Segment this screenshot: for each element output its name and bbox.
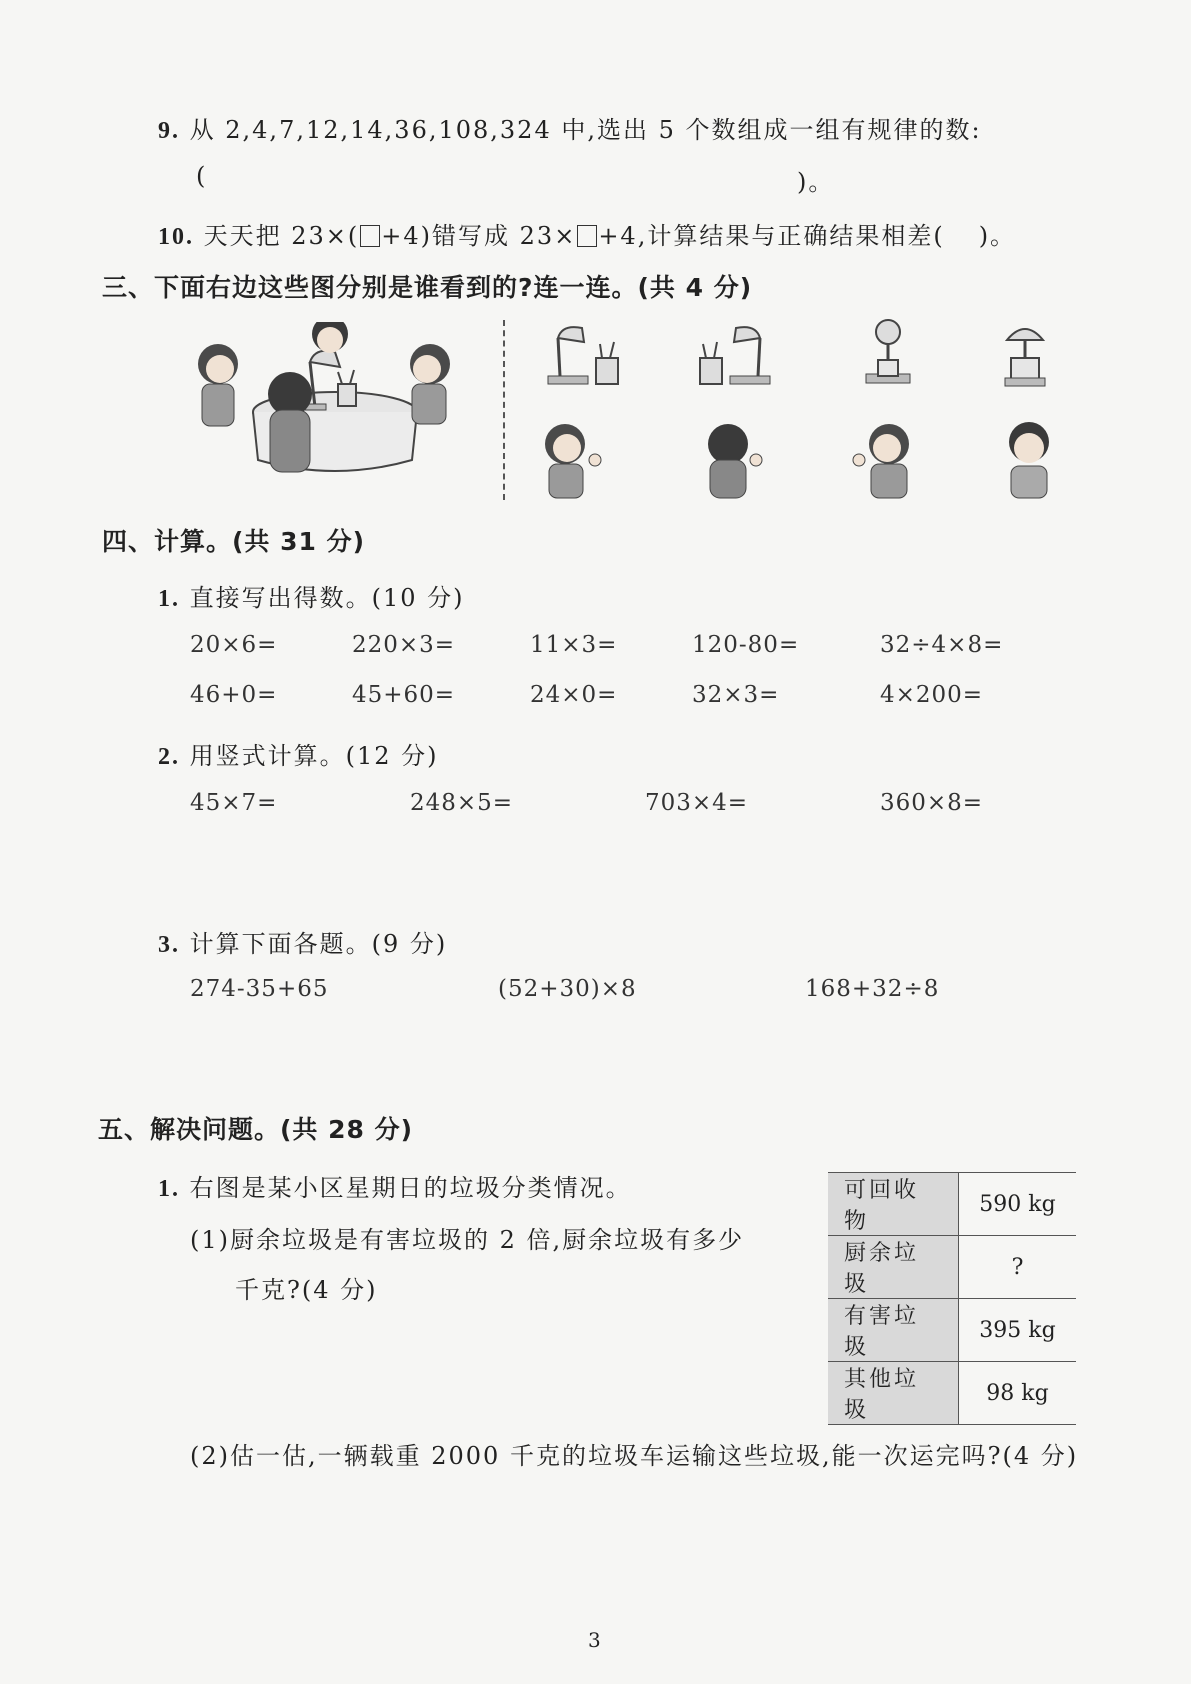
table-label: 有害垃圾: [828, 1299, 959, 1362]
table-value: 395 kg: [959, 1299, 1077, 1362]
problem-number: 1.: [158, 1176, 180, 1202]
answer-open-paren: (: [196, 162, 208, 190]
table-row: [828, 1362, 1076, 1425]
question-text-part: 天天把 23×(: [203, 222, 360, 250]
child-3-illustration: [845, 420, 925, 500]
answer-close-paren: )。: [797, 168, 835, 196]
table-label: 可回收物: [828, 1173, 959, 1236]
sub-question-1-line-2: 千克?(4 分): [235, 1276, 378, 1304]
question-text-part: )。: [978, 222, 1017, 250]
vertical-calc-item: 248×5=: [410, 790, 514, 816]
part-3-heading: [158, 924, 447, 959]
oral-calc-item: 4×200=: [880, 682, 984, 708]
table-row: [828, 1236, 1076, 1299]
question-text: 从 2,4,7,12,14,36,108,324 中,选出 5 个数组成一组有规律的数:: [189, 116, 982, 144]
table-value: 590 kg: [959, 1173, 1077, 1236]
oral-calc-item: 220×3=: [352, 632, 456, 658]
table-label: 其他垃圾: [828, 1362, 959, 1425]
part-title: 直接写出得数。(10 分): [189, 584, 465, 612]
part-number: 2.: [158, 744, 180, 770]
waste-table: [828, 1172, 1076, 1425]
part-number: 3.: [158, 932, 180, 958]
oral-calc-item: 45+60=: [352, 682, 456, 708]
dashed-divider: [503, 320, 505, 500]
part-title: 用竖式计算。(12 分): [189, 742, 439, 770]
problem-1-intro: [158, 1168, 632, 1203]
section-4-title: 四、计算。(共 31 分): [102, 527, 366, 556]
part-2-heading: [158, 736, 439, 771]
lamp-view-3-illustration: [848, 318, 928, 388]
part-title: 计算下面各题。(9 分): [189, 930, 448, 958]
table-label: 厨余垃圾: [828, 1236, 959, 1299]
lamp-view-4-illustration: [995, 318, 1055, 390]
blank-box: [577, 225, 597, 247]
question-text-part: +4,计算结果与正确结果相差(: [598, 222, 945, 250]
oral-calc-item: 32×3=: [692, 682, 780, 708]
mixed-calc-item: (52+30)×8: [498, 976, 637, 1002]
vertical-calc-item: 360×8=: [880, 790, 984, 816]
part-1-heading: [158, 578, 465, 613]
sub-question-2: (2)估一估,一辆载重 2000 千克的垃圾车运输这些垃圾,能一次运完吗?(4 分): [190, 1442, 1079, 1470]
part-number: 1.: [158, 586, 180, 612]
oral-calc-item: 32÷4×8=: [880, 632, 1004, 658]
mixed-calc-item: 274-35+65: [190, 976, 329, 1002]
question-10: [158, 216, 1016, 251]
table-row: [828, 1299, 1076, 1362]
section-3-title: 三、下面右边这些图分别是谁看到的?连一连。(共 4 分): [102, 273, 753, 302]
child-4-illustration: [995, 420, 1065, 500]
table-value: 98 kg: [959, 1362, 1077, 1425]
question-number: 9.: [158, 118, 180, 144]
mixed-calc-item: 168+32÷8: [805, 976, 940, 1002]
vertical-calc-item: 703×4=: [645, 790, 749, 816]
problem-text: 右图是某小区星期日的垃圾分类情况。: [189, 1174, 632, 1202]
blank-box: [360, 225, 380, 247]
children-around-table-illustration: [190, 322, 470, 487]
page-number: 3: [588, 1628, 601, 1652]
table-row: [828, 1173, 1076, 1236]
sub-question-1-line-1: (1)厨余垃圾是有害垃圾的 2 倍,厨余垃圾有多少: [190, 1226, 745, 1254]
oral-calc-item: 46+0=: [190, 682, 278, 708]
child-2-illustration: [692, 420, 772, 500]
question-number: 10.: [158, 224, 194, 250]
section-5-title: 五、解决问题。(共 28 分): [98, 1115, 414, 1144]
table-value: ?: [959, 1236, 1077, 1299]
oral-calc-item: 20×6=: [190, 632, 278, 658]
oral-calc-item: 11×3=: [530, 632, 618, 658]
lamp-view-2-illustration: [690, 318, 780, 388]
vertical-calc-item: 45×7=: [190, 790, 278, 816]
lamp-view-1-illustration: [540, 318, 630, 388]
oral-calc-item: 24×0=: [530, 682, 618, 708]
question-text-part: +4)错写成 23×: [381, 222, 577, 250]
oral-calc-item: 120-80=: [692, 632, 800, 658]
question-9: [158, 110, 982, 145]
child-1-illustration: [535, 420, 615, 500]
